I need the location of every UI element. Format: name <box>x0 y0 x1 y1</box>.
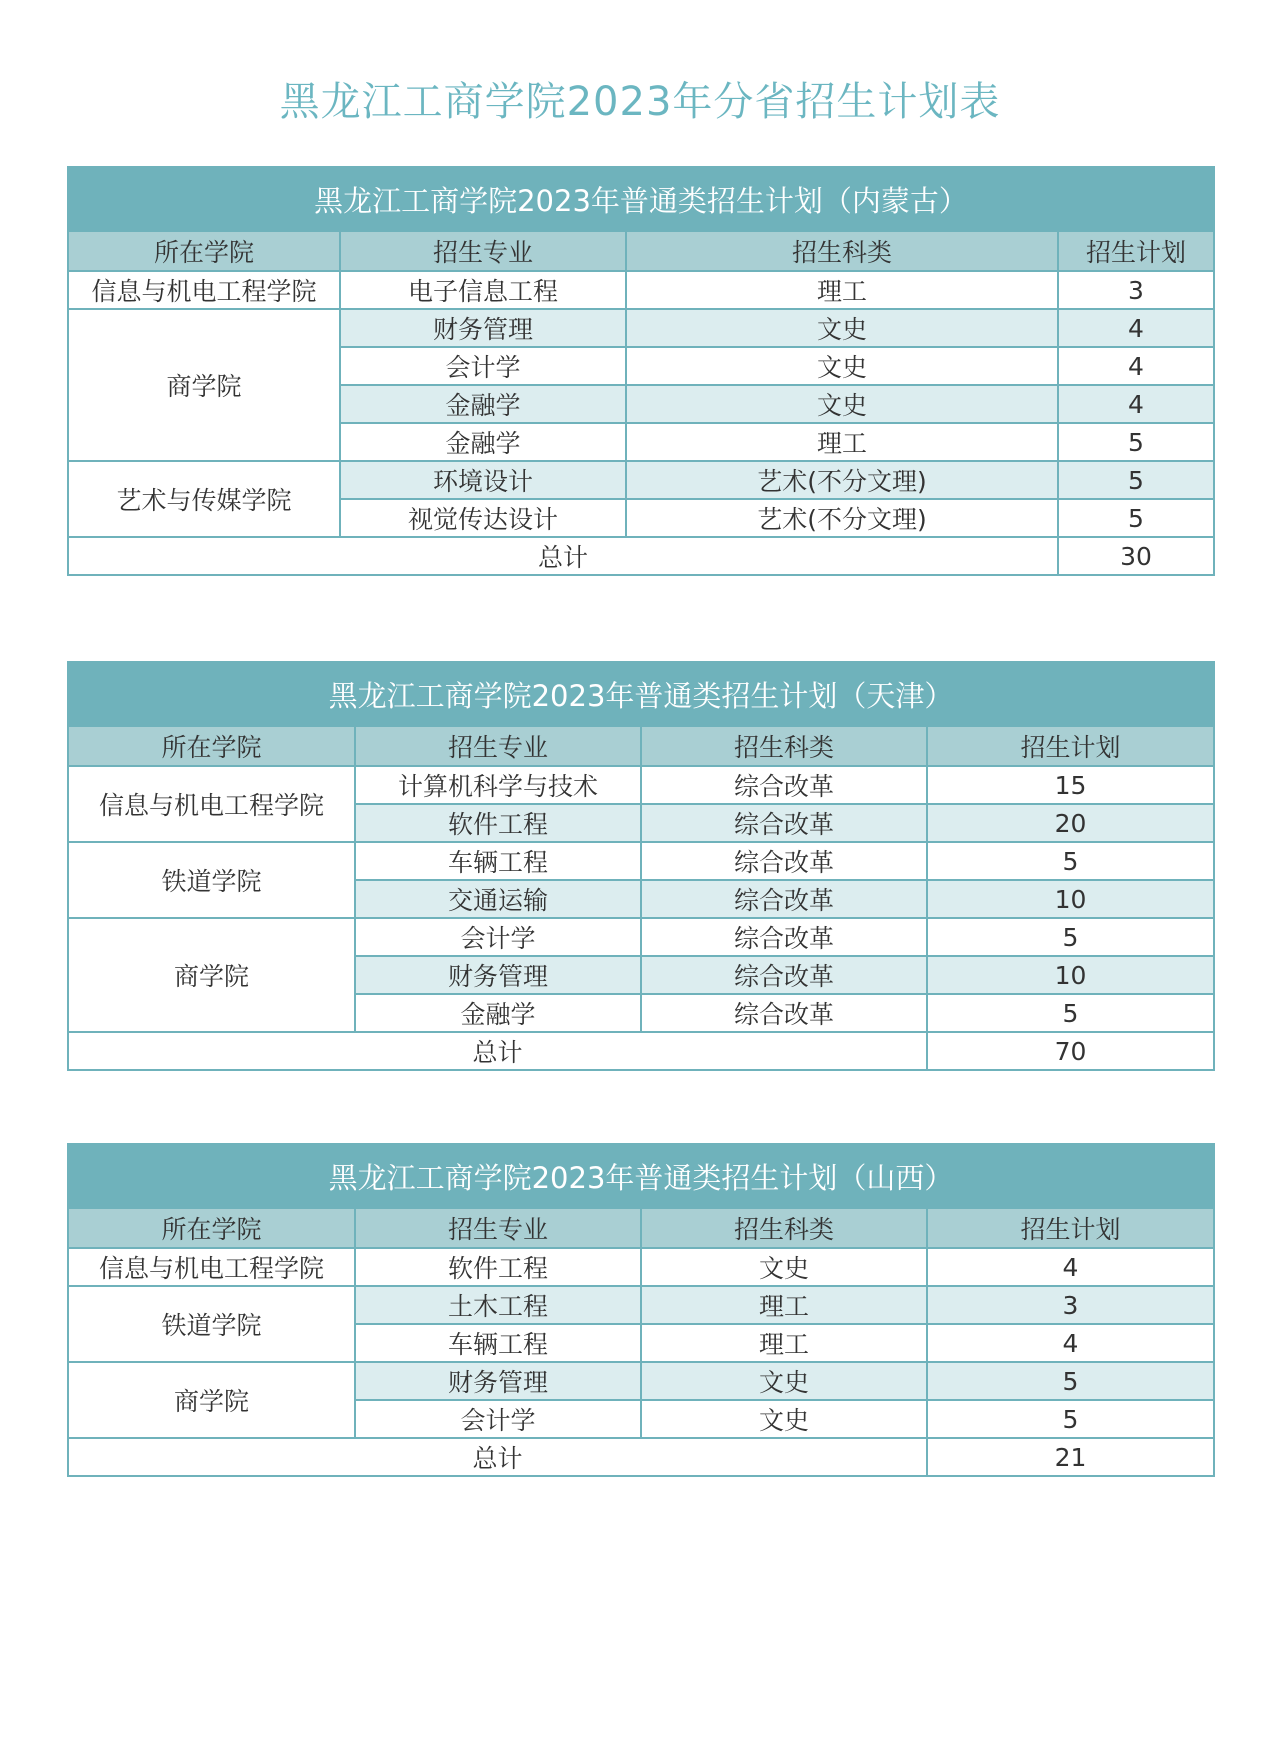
header-plan: 招生计划 <box>927 726 1214 766</box>
page-title: 黑龙江工商学院2023年分省招生计划表 <box>279 79 1001 125</box>
major-cell: 财务管理 <box>355 956 641 994</box>
major-cell: 车辆工程 <box>355 842 641 880</box>
table-caption-row <box>68 1144 1214 1208</box>
category-cell: 理工 <box>641 1324 927 1362</box>
total-row <box>68 1438 1214 1476</box>
total-label: 总计 <box>68 1438 927 1476</box>
header-category: 招生科类 <box>641 1208 927 1248</box>
plan-cell: 4 <box>1058 347 1214 385</box>
college-cell: 信息与机电工程学院 <box>68 766 355 842</box>
plan-table-tianjin <box>67 661 1215 1071</box>
total-value: 21 <box>927 1438 1214 1476</box>
table-row <box>68 766 1214 804</box>
major-cell: 财务管理 <box>340 309 626 347</box>
header-college: 所在学院 <box>68 1208 355 1248</box>
category-cell: 理工 <box>641 1286 927 1324</box>
plan-cell: 5 <box>927 918 1214 956</box>
plan-cell: 5 <box>1058 423 1214 461</box>
category-cell: 理工 <box>626 271 1058 309</box>
college-cell: 信息与机电工程学院 <box>68 1248 355 1286</box>
major-cell: 会计学 <box>355 1400 641 1438</box>
category-cell: 艺术(不分文理) <box>626 461 1058 499</box>
college-cell: 商学院 <box>68 918 355 1032</box>
major-cell: 车辆工程 <box>355 1324 641 1362</box>
plan-cell: 5 <box>927 1400 1214 1438</box>
major-cell: 金融学 <box>340 423 626 461</box>
major-cell: 环境设计 <box>340 461 626 499</box>
plan-cell: 20 <box>927 804 1214 842</box>
major-cell: 软件工程 <box>355 804 641 842</box>
category-cell: 综合改革 <box>641 804 927 842</box>
major-cell: 计算机科学与技术 <box>355 766 641 804</box>
category-cell: 综合改革 <box>641 880 927 918</box>
table-row <box>68 842 1214 880</box>
college-cell: 商学院 <box>68 1362 355 1438</box>
category-cell: 文史 <box>626 347 1058 385</box>
total-value: 70 <box>927 1032 1214 1070</box>
plan-cell: 5 <box>927 994 1214 1032</box>
table-caption: 黑龙江工商学院2023年普通类招生计划（山西） <box>68 1144 1214 1208</box>
total-value: 30 <box>1058 537 1214 575</box>
plan-cell: 5 <box>1058 499 1214 537</box>
category-cell: 综合改革 <box>641 918 927 956</box>
plan-cell: 15 <box>927 766 1214 804</box>
major-cell: 交通运输 <box>355 880 641 918</box>
table-header-row <box>68 726 1214 766</box>
header-college: 所在学院 <box>68 726 355 766</box>
plan-table-inner-mongolia <box>67 166 1215 576</box>
plan-cell: 4 <box>1058 385 1214 423</box>
header-college: 所在学院 <box>68 231 340 271</box>
table-row <box>68 1362 1214 1400</box>
table-header-row <box>68 1208 1214 1248</box>
table-row <box>68 461 1214 499</box>
major-cell: 会计学 <box>340 347 626 385</box>
plan-cell: 4 <box>927 1248 1214 1286</box>
plan-cell: 5 <box>927 1362 1214 1400</box>
plan-table-shanxi <box>67 1143 1215 1477</box>
total-row <box>68 1032 1214 1070</box>
header-major: 招生专业 <box>355 726 641 766</box>
major-cell: 视觉传达设计 <box>340 499 626 537</box>
category-cell: 文史 <box>626 385 1058 423</box>
major-cell: 会计学 <box>355 918 641 956</box>
major-cell: 电子信息工程 <box>340 271 626 309</box>
header-category: 招生科类 <box>641 726 927 766</box>
major-cell: 金融学 <box>340 385 626 423</box>
header-plan: 招生计划 <box>1058 231 1214 271</box>
header-major: 招生专业 <box>340 231 626 271</box>
table-header-row <box>68 231 1214 271</box>
plan-cell: 5 <box>927 842 1214 880</box>
category-cell: 文史 <box>641 1400 927 1438</box>
major-cell: 软件工程 <box>355 1248 641 1286</box>
plan-cell: 4 <box>927 1324 1214 1362</box>
category-cell: 综合改革 <box>641 842 927 880</box>
major-cell: 财务管理 <box>355 1362 641 1400</box>
plan-cell: 4 <box>1058 309 1214 347</box>
category-cell: 综合改革 <box>641 766 927 804</box>
table-caption-row <box>68 662 1214 726</box>
college-cell: 信息与机电工程学院 <box>68 271 340 309</box>
table-caption-row <box>68 167 1214 231</box>
college-cell: 商学院 <box>68 309 340 461</box>
total-label: 总计 <box>68 537 1058 575</box>
plan-cell: 5 <box>1058 461 1214 499</box>
category-cell: 文史 <box>641 1362 927 1400</box>
table-row <box>68 271 1214 309</box>
major-cell: 金融学 <box>355 994 641 1032</box>
major-cell: 土木工程 <box>355 1286 641 1324</box>
header-major: 招生专业 <box>355 1208 641 1248</box>
total-row <box>68 537 1214 575</box>
college-cell: 艺术与传媒学院 <box>68 461 340 537</box>
category-cell: 文史 <box>626 309 1058 347</box>
plan-cell: 3 <box>1058 271 1214 309</box>
table-row <box>68 918 1214 956</box>
header-plan: 招生计划 <box>927 1208 1214 1248</box>
category-cell: 综合改革 <box>641 994 927 1032</box>
category-cell: 文史 <box>641 1248 927 1286</box>
category-cell: 艺术(不分文理) <box>626 499 1058 537</box>
category-cell: 综合改革 <box>641 956 927 994</box>
plan-cell: 3 <box>927 1286 1214 1324</box>
college-cell: 铁道学院 <box>68 1286 355 1362</box>
total-label: 总计 <box>68 1032 927 1070</box>
college-cell: 铁道学院 <box>68 842 355 918</box>
plan-cell: 10 <box>927 880 1214 918</box>
plan-cell: 10 <box>927 956 1214 994</box>
table-row <box>68 309 1214 347</box>
category-cell: 理工 <box>626 423 1058 461</box>
table-row <box>68 1248 1214 1286</box>
table-caption: 黑龙江工商学院2023年普通类招生计划（天津） <box>68 662 1214 726</box>
header-category: 招生科类 <box>626 231 1058 271</box>
table-row <box>68 1286 1214 1324</box>
table-caption: 黑龙江工商学院2023年普通类招生计划（内蒙古） <box>68 167 1214 231</box>
